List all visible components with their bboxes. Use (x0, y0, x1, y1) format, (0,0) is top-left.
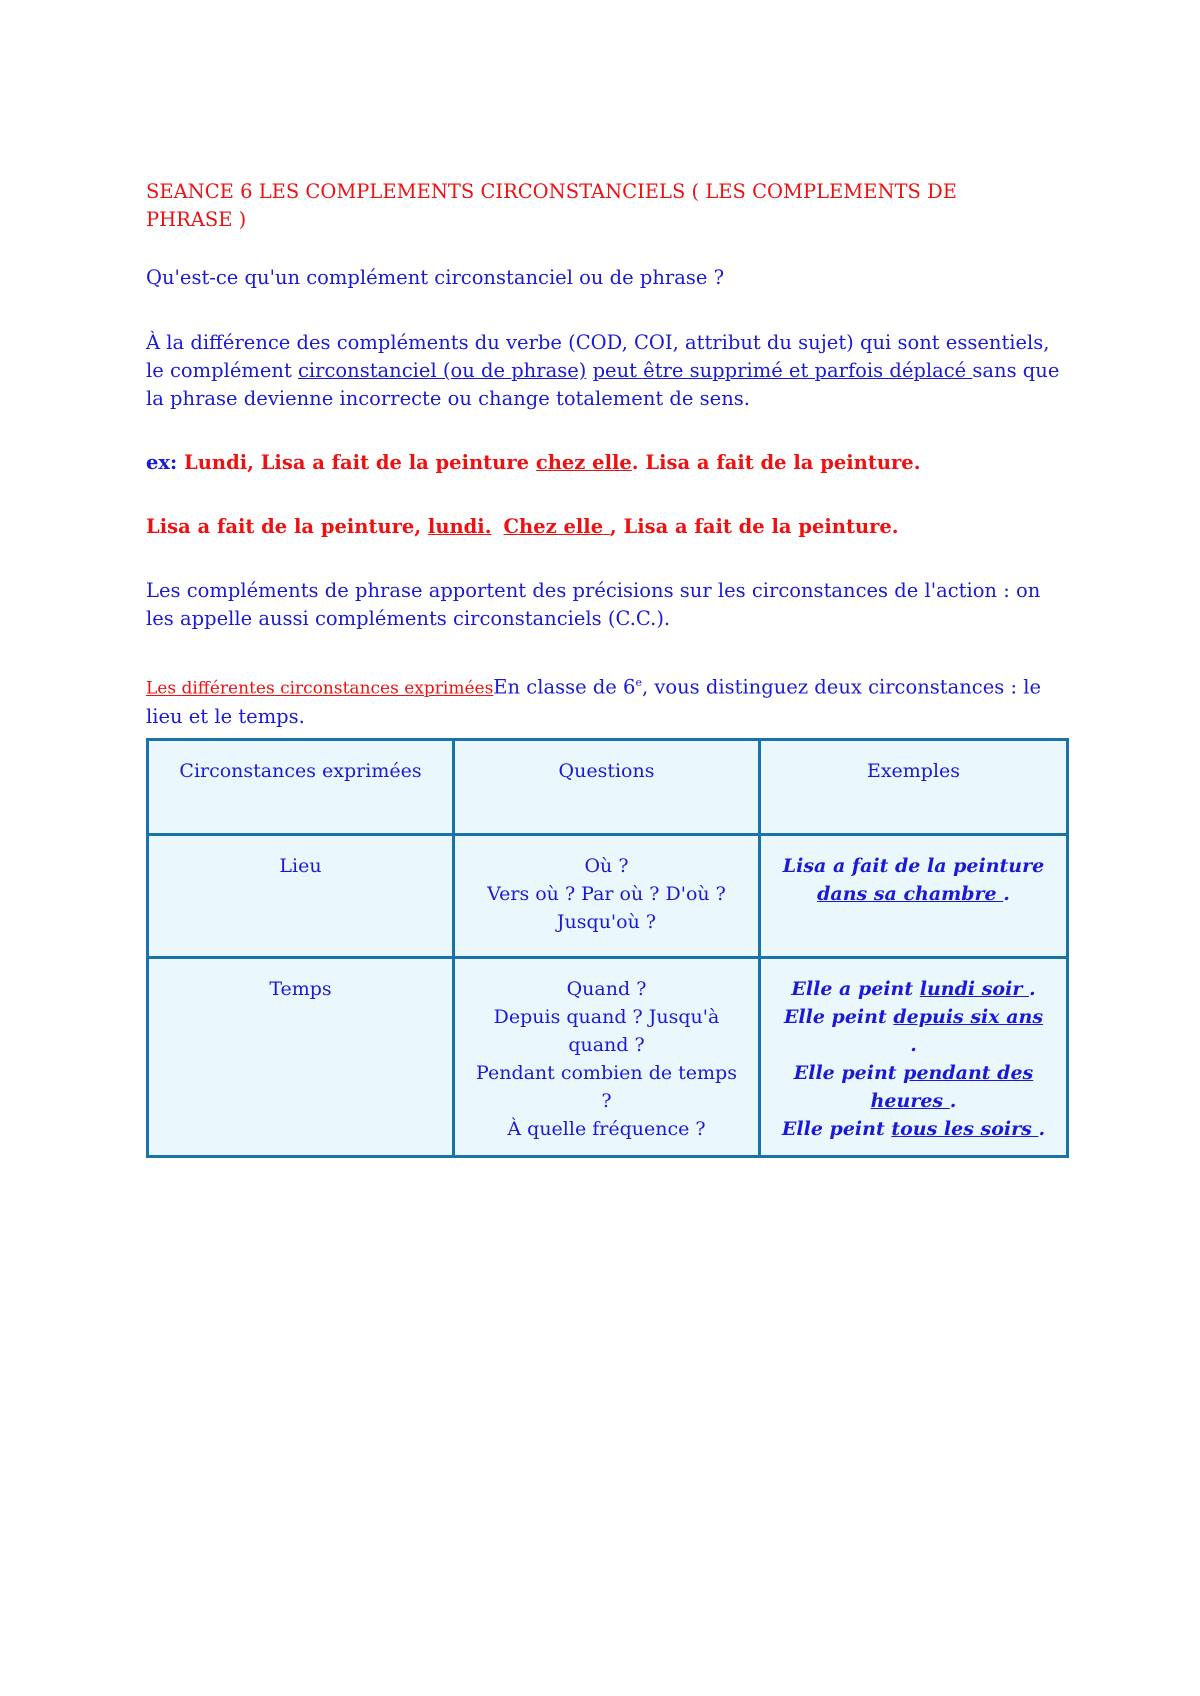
temps-example (781, 1115, 1046, 1143)
example-2-underlined-1: lundi. (427, 515, 492, 538)
lieu-label-cell (148, 835, 454, 958)
temps-question: Quand ? (566, 978, 647, 1000)
definition-text-1: À la différence des compléments du verbe (COD, COI, attribut du sujet) qui sont essentiels, le complément (146, 331, 1050, 382)
temps-example (781, 975, 1046, 1003)
lieu-example-underlined: dans sa chambre (817, 883, 1004, 905)
temps-example-underlined: lundi soir (919, 978, 1029, 1000)
temps-example-end: . (1038, 1118, 1046, 1140)
circumstances-text-2: , vous distinguez deux circonstances : le lieu et le temps. (146, 675, 1042, 728)
circumstances-paragraph (146, 669, 1066, 731)
table-row-lieu (148, 835, 1068, 958)
definition-underlined-2: peut être supprimé et parfois déplacé (592, 359, 973, 382)
lieu-question: Vers où ? Par où ? D'où ? (487, 883, 726, 905)
header-examples (760, 740, 1068, 835)
temps-example-end: . (1028, 978, 1036, 1000)
temps-example-underlined: pendant des heures (870, 1062, 1034, 1112)
example-2-text-2: , Lisa a fait de la peinture. (609, 515, 899, 538)
temps-example-text: Elle peint (783, 1006, 894, 1028)
example-1-underlined: chez elle (535, 451, 632, 474)
temps-example-end: . (910, 1034, 917, 1056)
temps-example-text: Elle a peint (791, 978, 920, 1000)
lieu-question: Jusqu'où ? (556, 911, 657, 933)
lieu-questions-cell (454, 835, 760, 958)
page-title: SEANCE 6 LES COMPLEMENTS CIRCONSTANCIELS ( LES COMPLEMENTS DE PHRASE ) (146, 180, 957, 231)
description-paragraph: Les compléments de phrase apportent des précisions sur les circonstances de l'action : on les appelle aussi compléments circonstanciels (C.C.). (146, 579, 1041, 630)
definition-paragraph (146, 329, 1066, 413)
header-circumstances-label: Circonstances exprimées (179, 760, 422, 782)
temps-question: Depuis quand ? Jusqu'à quand ? (493, 1006, 720, 1056)
temps-example (781, 1003, 1046, 1059)
example-prefix: ex: (146, 451, 185, 474)
question-line: Qu'est-ce qu'un complément circonstanciel ou de phrase ? (146, 266, 725, 289)
lieu-question: Où ? (584, 855, 629, 877)
temps-label: Temps (269, 978, 332, 1000)
temps-examples-cell (760, 958, 1068, 1157)
lieu-example-end: . (1003, 883, 1010, 905)
temps-question: Pendant combien de temps ? (476, 1062, 737, 1112)
temps-example (781, 1059, 1046, 1115)
lieu-example-text: Lisa a fait de la peinture (782, 855, 1045, 877)
definition-text-3: sans que la phrase devienne incorrecte ou change totalement de sens. (146, 359, 1060, 410)
lieu-example-cell (760, 835, 1068, 958)
temps-questions-cell (454, 958, 760, 1157)
temps-example-text: Elle peint (793, 1062, 904, 1084)
header-examples-label: Exemples (866, 760, 961, 782)
example-1-text-2: . Lisa a fait de la peinture. (631, 451, 921, 474)
temps-example-text: Elle peint (781, 1118, 892, 1140)
header-questions-label: Questions (558, 760, 655, 782)
example-2 (146, 513, 1066, 541)
document-page (146, 178, 1066, 731)
lieu-label: Lieu (279, 855, 322, 877)
circumstances-sup: e (635, 676, 642, 689)
circumstances-heading: Les différentes circonstances exprimées (146, 678, 494, 699)
circumstances-text-1: En classe de 6 (493, 675, 636, 699)
temps-example-underlined: tous les soirs (891, 1118, 1039, 1140)
example-1-text-1: Lundi, Lisa a fait de la peinture (184, 451, 536, 474)
example-2-text-1: Lisa a fait de la peinture, (146, 515, 428, 538)
header-circumstances (148, 740, 454, 835)
circumstances-table (146, 738, 1069, 1158)
example-1 (146, 449, 1066, 477)
header-questions (454, 740, 760, 835)
table-header-row (148, 740, 1068, 835)
temps-example-underlined: depuis six ans (893, 1006, 1044, 1028)
table-row-temps (148, 958, 1068, 1157)
temps-example-end: . (949, 1090, 957, 1112)
temps-label-cell (148, 958, 454, 1157)
temps-question: À quelle fréquence ? (507, 1118, 706, 1140)
definition-underlined-1: circonstanciel (ou de phrase) (298, 359, 587, 382)
example-2-underlined-2: Chez elle (503, 515, 610, 538)
